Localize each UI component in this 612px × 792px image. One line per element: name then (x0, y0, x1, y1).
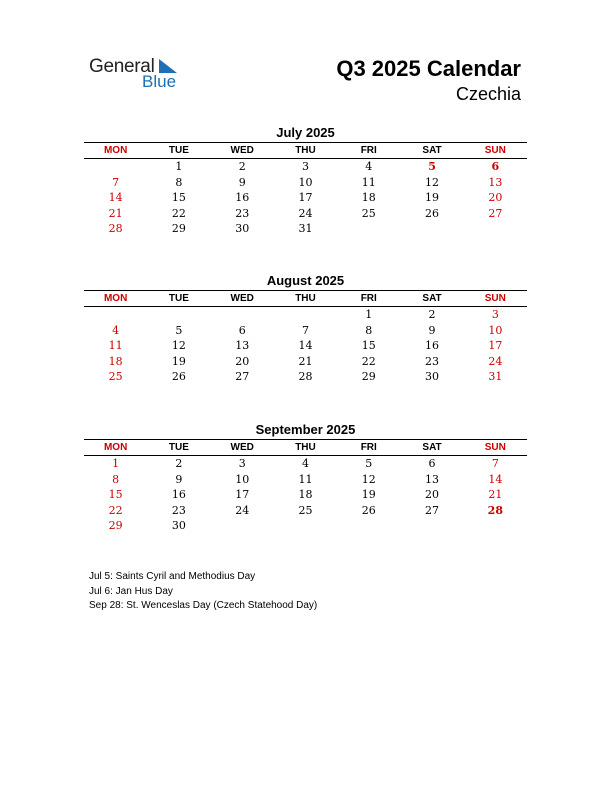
weekday-header: TUE (168, 293, 189, 304)
day-cell: 10 (298, 175, 313, 189)
empty-day-cell (400, 518, 463, 534)
day-cell: 16 (171, 488, 186, 501)
day-cell: 9 (175, 472, 183, 486)
weekday-header: WED (230, 293, 254, 304)
day-cell: 21 (488, 488, 503, 501)
week-row (84, 190, 527, 206)
day-cell: 28 (298, 370, 313, 383)
day-cell: 19 (425, 191, 440, 204)
day-cell: 12 (171, 339, 186, 352)
empty-day-cell (464, 221, 527, 237)
weekday-header: THU (295, 442, 316, 453)
weekday-header: SUN (484, 442, 506, 453)
day-cell: 29 (361, 370, 376, 383)
day-cell: 20 (235, 354, 250, 368)
day-cell: 21 (298, 354, 313, 368)
day-cell: 27 (425, 503, 440, 517)
day-cell: 7 (301, 323, 309, 337)
month-title: July 2025 (276, 125, 335, 140)
month-title: August 2025 (266, 273, 345, 288)
month-title: September 2025 (255, 422, 356, 437)
day-cell: 14 (298, 339, 313, 352)
day-cell: 12 (361, 472, 376, 486)
day-cell: 18 (108, 354, 123, 368)
day-cell: 11 (298, 472, 313, 486)
day-cell: 30 (425, 370, 440, 383)
holiday-day-cell: 6 (491, 160, 500, 173)
day-cell: 20 (425, 488, 440, 501)
day-cell: 18 (298, 488, 313, 501)
empty-day-cell (400, 221, 463, 237)
day-cell: 1 (175, 160, 183, 173)
day-cell: 1 (365, 308, 373, 321)
week-row (84, 369, 527, 385)
weekday-header: SAT (422, 293, 442, 304)
day-cell: 19 (361, 488, 376, 501)
week-row (84, 159, 527, 175)
month-september (84, 421, 527, 534)
day-cell: 2 (428, 308, 436, 321)
day-cell: 9 (428, 323, 436, 337)
weekday-header: THU (295, 145, 316, 156)
day-cell: 28 (108, 222, 123, 235)
weekday-header: MON (103, 293, 128, 304)
day-cell: 17 (298, 191, 313, 204)
day-cell: 7 (112, 175, 120, 189)
week-row (84, 456, 527, 472)
day-cell: 26 (361, 503, 376, 517)
holiday-note: Jul 6: Jan Hus Day (89, 585, 173, 597)
empty-day-cell (84, 307, 147, 323)
day-cell: 8 (112, 472, 120, 486)
holiday-note: Sep 28: St. Wenceslas Day (Czech Statehood Day) (89, 600, 318, 611)
day-cell: 16 (425, 339, 440, 352)
day-cell: 4 (112, 323, 120, 337)
holiday-note: Jul 5: Saints Cyril and Methodius Day (89, 571, 256, 582)
day-cell: 31 (488, 370, 503, 383)
day-cell: 23 (235, 206, 250, 220)
day-cell: 10 (488, 323, 503, 337)
day-cell: 8 (175, 175, 183, 189)
month-july (84, 124, 527, 237)
day-cell: 14 (108, 191, 123, 204)
day-cell: 5 (365, 457, 373, 470)
empty-day-cell (274, 518, 337, 534)
day-cell: 14 (488, 472, 503, 486)
weekday-header: WED (230, 442, 254, 453)
day-cell: 13 (425, 472, 440, 486)
page-title: Q3 2025 Calendar (336, 56, 521, 81)
day-cell: 21 (108, 206, 123, 220)
week-row (84, 518, 527, 534)
day-cell: 2 (238, 160, 246, 173)
weekday-header: TUE (168, 145, 189, 156)
day-cell: 23 (425, 354, 440, 368)
day-cell: 22 (361, 354, 376, 368)
day-cell: 25 (108, 370, 123, 383)
day-cell: 5 (175, 323, 183, 337)
day-cell: 6 (238, 323, 246, 337)
week-row (84, 307, 527, 323)
day-cell: 4 (301, 457, 309, 470)
day-cell: 2 (175, 457, 183, 470)
day-cell: 4 (365, 160, 373, 173)
weekday-header: FRI (360, 442, 377, 453)
day-cell: 29 (171, 222, 186, 235)
weekday-header-row (84, 290, 527, 307)
weekday-header: SUN (484, 293, 506, 304)
country-name: Czechia (455, 84, 521, 104)
day-cell: 13 (488, 175, 503, 189)
empty-day-cell (274, 307, 337, 323)
day-cell: 3 (491, 308, 499, 321)
day-cell: 17 (235, 488, 250, 501)
brand-blue-text: Blue (142, 72, 177, 91)
day-cell: 15 (108, 488, 123, 501)
day-cell: 24 (298, 206, 313, 220)
day-cell: 26 (171, 370, 186, 383)
holiday-notes (89, 570, 317, 614)
weekday-header-row (84, 142, 527, 159)
weekday-header: MON (103, 442, 128, 453)
empty-day-cell (211, 518, 274, 534)
weekday-header: FRI (360, 293, 377, 304)
week-row (84, 175, 527, 191)
week-row (84, 354, 527, 370)
empty-day-cell (337, 518, 400, 534)
day-cell: 18 (361, 191, 376, 204)
day-cell: 10 (235, 472, 250, 486)
weekday-header: MON (103, 145, 128, 156)
day-cell: 29 (108, 519, 123, 532)
month-august (84, 272, 527, 385)
week-row (84, 206, 527, 222)
day-cell: 13 (235, 339, 250, 352)
day-cell: 31 (298, 222, 313, 235)
week-row (84, 323, 527, 339)
holiday-day-cell: 5 (428, 160, 436, 173)
day-cell: 30 (171, 519, 186, 532)
weekday-header: SUN (484, 145, 506, 156)
day-cell: 27 (235, 370, 250, 383)
weekday-header-row (84, 439, 527, 456)
day-cell: 8 (365, 323, 373, 337)
day-cell: 11 (361, 175, 376, 189)
weekday-header: WED (230, 145, 254, 156)
holiday-day-cell: 28 (487, 503, 503, 517)
empty-day-cell (211, 307, 274, 323)
day-cell: 22 (171, 206, 186, 220)
day-cell: 3 (238, 457, 246, 470)
day-cell: 15 (361, 339, 376, 352)
week-row (84, 487, 527, 503)
brand-logo (89, 56, 189, 96)
day-cell: 30 (235, 222, 250, 235)
day-cell: 26 (425, 206, 440, 220)
day-cell: 15 (171, 191, 186, 204)
weekday-header: SAT (422, 442, 442, 453)
day-cell: 3 (301, 160, 309, 173)
empty-day-cell (147, 307, 210, 323)
week-row (84, 472, 527, 488)
day-cell: 24 (488, 354, 503, 368)
day-cell: 25 (298, 503, 313, 517)
weekday-header: THU (295, 293, 316, 304)
day-cell: 17 (488, 339, 503, 352)
week-row (84, 221, 527, 237)
day-cell: 12 (425, 175, 440, 189)
empty-day-cell (84, 159, 147, 175)
day-cell: 22 (108, 503, 123, 517)
day-cell: 11 (108, 339, 123, 352)
brand-general-text: General (89, 56, 155, 77)
day-cell: 25 (361, 206, 376, 220)
day-cell: 27 (488, 206, 503, 220)
day-cell: 20 (488, 191, 503, 204)
weekday-header: FRI (360, 145, 377, 156)
week-row (84, 338, 527, 354)
day-cell: 9 (238, 175, 246, 189)
day-cell: 23 (171, 503, 186, 517)
day-cell: 16 (235, 191, 250, 204)
weekday-header: TUE (168, 442, 189, 453)
week-row (84, 503, 527, 519)
weekday-header: SAT (422, 145, 442, 156)
day-cell: 24 (235, 503, 250, 517)
empty-day-cell (337, 221, 400, 237)
day-cell: 1 (112, 457, 120, 470)
empty-day-cell (464, 518, 527, 534)
day-cell: 6 (428, 457, 436, 470)
day-cell: 19 (171, 354, 186, 368)
day-cell: 7 (491, 457, 499, 470)
